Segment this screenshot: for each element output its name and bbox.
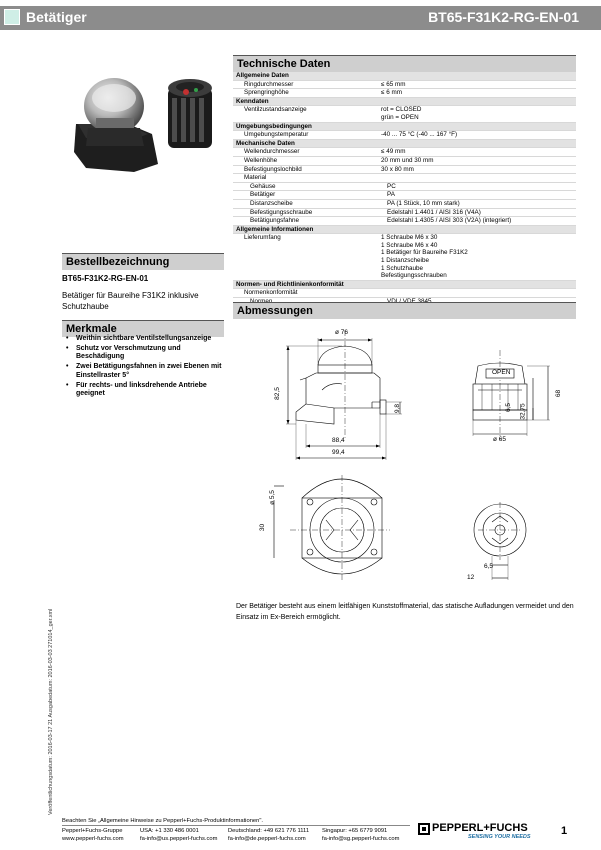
- footer-contact-name: Singapur: +65 6779 9091: [322, 828, 388, 834]
- row-label: Betätigungsfahne: [250, 217, 300, 225]
- dim-label: 30: [259, 523, 267, 532]
- table-row: [233, 209, 576, 218]
- order-designation-heading: Bestellbezeichnung: [62, 253, 224, 270]
- header-title: Betätiger: [26, 9, 87, 25]
- list-item: • Schutz vor Verschmutzung und Beschädigung: [62, 345, 224, 362]
- header-square-icon: [4, 9, 20, 25]
- list-item: • Für rechts- und linksdrehende Antriebe geeignet: [62, 382, 224, 399]
- footer-contact: [140, 827, 217, 843]
- page-header: [0, 6, 601, 30]
- footer-contact: [322, 827, 399, 843]
- row-value: Edelstahl 1.4305 / AISI 303 (V2A) (integriert): [387, 217, 512, 225]
- row-value: 30 x 80 mm: [381, 165, 414, 173]
- dimensions-heading: Abmessungen: [233, 302, 576, 319]
- pepperl-fuchs-logo-icon: [418, 823, 430, 835]
- table-group-header: Normen- und Richtlinienkonformität: [233, 281, 576, 290]
- footer-contact-link[interactable]: fa-info@us.pepperl-fuchs.com: [140, 836, 218, 842]
- header-product-code: BT65-F31K2-RG-EN-01: [428, 9, 579, 25]
- row-value: ≤ 6 mm: [381, 89, 402, 97]
- dim-label: ø 76: [335, 329, 349, 336]
- table-row: [233, 106, 576, 122]
- row-value: [381, 174, 576, 182]
- features-list: [62, 335, 224, 400]
- footer-contact-name: Deutschland: +49 621 776 1111: [228, 828, 310, 834]
- open-label: OPEN: [492, 369, 511, 376]
- row-label: Ringdurchmesser: [244, 80, 294, 88]
- dim-label: 32,75: [519, 403, 527, 420]
- technical-data-table: [233, 72, 576, 307]
- page-number: 1: [561, 825, 568, 837]
- top-view-drawing: [274, 475, 390, 582]
- row-label: Betätiger: [250, 191, 276, 199]
- row-value: PA (1 Stück, 10 mm stark): [387, 199, 460, 207]
- order-code: BT65-F31K2-RG-EN-01: [62, 274, 149, 283]
- footer-contact-name: USA: +1 330 486 0001: [140, 828, 199, 834]
- table-row: [233, 166, 576, 175]
- row-value: Edelstahl 1.4401 / AISI 316 (V4A): [387, 208, 481, 216]
- table-row: [233, 200, 576, 209]
- footer-note: Beachten Sie „Allgemeine Hinweise zu Pepperl+Fuchs-Produktinformationen".: [62, 818, 264, 824]
- publication-date-sidebar: [48, 565, 58, 815]
- publication-date-text: Veröffentlichungsdatum: 2016-03-17 21 Ausgabedatum: 2016-03-03 271014_ger.xml: [48, 608, 54, 815]
- table-row: [233, 157, 576, 166]
- row-label: Umgebungstemperatur: [244, 131, 309, 139]
- actuator-side-drawing: [473, 350, 550, 440]
- row-label: Ventilzustandsanzeige: [244, 106, 307, 114]
- footer-contact-name: Pepperl+Fuchs-Gruppe: [62, 828, 123, 834]
- row-value: 20 mm und 30 mm: [381, 156, 434, 164]
- row-label: Befestigungsschraube: [250, 208, 313, 216]
- dim-label: ø 65: [493, 436, 507, 443]
- dimension-drawings: [230, 320, 580, 590]
- table-row: [233, 289, 576, 298]
- dim-label: 9,8: [394, 403, 402, 414]
- features-heading: Merkmale: [62, 320, 224, 337]
- row-label: Wellenhöhe: [244, 156, 278, 164]
- table-row: [233, 174, 576, 183]
- table-group-header: Mechanische Daten: [233, 140, 576, 149]
- footer-contact-link[interactable]: www.pepperl-fuchs.com: [62, 836, 124, 842]
- table-group-header: Allgemeine Daten: [233, 72, 576, 81]
- row-label: Gehäuse: [250, 182, 276, 190]
- row-label: Normenkonformität: [244, 289, 298, 297]
- footer-contact: [228, 827, 309, 843]
- row-value: PC: [387, 182, 396, 190]
- dim-label: 82,5: [273, 387, 281, 400]
- list-item: • Weithin sichtbare Ventilstellungsanzeige: [62, 335, 224, 343]
- dim-label: 99,4: [332, 449, 345, 456]
- row-label: Material: [244, 174, 267, 182]
- technical-data-heading: Technische Daten: [233, 55, 576, 72]
- dim-label: ø 5,5: [268, 490, 276, 505]
- row-value: ≤ 65 mm: [381, 80, 406, 88]
- actuator-top-drawing: [474, 502, 526, 580]
- row-value: -40 ... 75 °C (-40 ... 167 °F): [381, 131, 458, 139]
- table-row: [233, 148, 576, 157]
- table-row: [233, 89, 576, 98]
- brand-tagline: SENSING YOUR NEEDS: [468, 834, 531, 840]
- row-value: rot = CLOSED grün = OPEN: [381, 106, 422, 121]
- table-row: [233, 183, 576, 192]
- table-row: [233, 131, 576, 140]
- technical-data-section: [233, 55, 576, 307]
- table-group-header: Kenndaten: [233, 98, 576, 107]
- row-label: Befestigungslochbild: [244, 165, 302, 173]
- table-row: [233, 81, 576, 90]
- footer-contact: [62, 827, 124, 843]
- row-label: Distanzscheibe: [250, 199, 293, 207]
- row-value: PA: [387, 191, 395, 199]
- row-label: Sprengringhöhe: [244, 89, 289, 97]
- order-description: Betätiger für Baureihe F31K2 inklusive Schutzhaube: [62, 291, 199, 311]
- footer-divider: [62, 825, 410, 826]
- table-group-header: Allgemeine Informationen: [233, 226, 576, 235]
- dim-label: 12: [467, 574, 475, 581]
- list-item: • Zwei Betätigungsfahnen in zwei Ebenen mit Einstellraster 5°: [62, 363, 224, 380]
- row-value: [381, 289, 576, 297]
- row-value: 1 Schraube M6 x 30 1 Schraube M6 x 40 1 Betätiger für Baureihe F31K2 1 Distanzscheibe 1 Schutzhaube Befestigungsschrauben: [381, 234, 468, 280]
- product-photo: [68, 68, 218, 172]
- dim-label: 6,5: [484, 563, 494, 570]
- row-value: ≤ 49 mm: [381, 148, 406, 156]
- dim-label: 68: [555, 389, 563, 398]
- dim-label: 6,5: [505, 402, 513, 413]
- table-group-header: Umgebungsbedingungen: [233, 123, 576, 132]
- brand-name: PEPPERL+FUCHS: [432, 822, 528, 834]
- table-row: [233, 191, 576, 200]
- row-label: Wellendurchmesser: [244, 148, 300, 156]
- footer-contact-link[interactable]: fa-info@de.pepperl-fuchs.com: [228, 836, 306, 842]
- dim-label: 88,4: [332, 437, 345, 444]
- footer-contact-link[interactable]: fa-info@sg.pepperl-fuchs.com: [322, 836, 400, 842]
- row-label: Lieferumfang: [244, 234, 281, 242]
- table-row: [233, 217, 576, 226]
- material-description: Der Betätiger besteht aus einem leitfähigen Kunststoffmaterial, das statische Aufladungen vermeidet und den Einsatz im Ex-Bereich ermöglicht.: [236, 603, 574, 621]
- table-row: [233, 234, 576, 281]
